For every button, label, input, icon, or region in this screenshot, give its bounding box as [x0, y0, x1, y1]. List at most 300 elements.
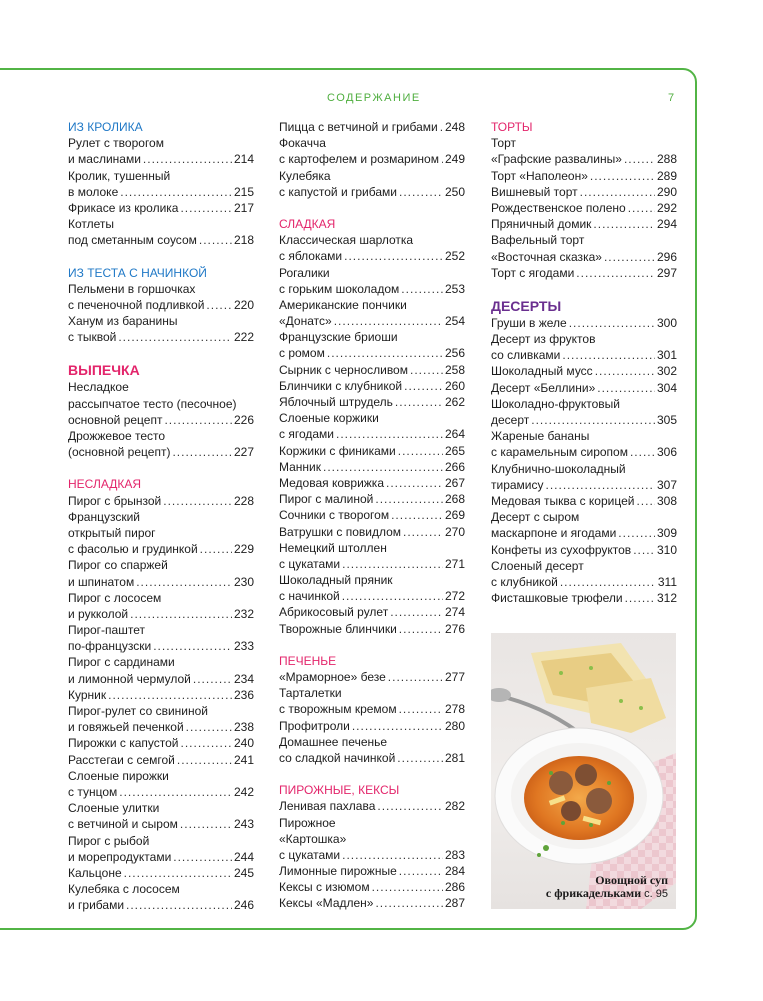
- toc-page-number: 277: [444, 670, 465, 685]
- toc-entry-row: [68, 184, 254, 200]
- toc-page-number: 301: [656, 348, 677, 363]
- toc-entry[interactable]: [68, 800, 254, 832]
- section-spacer: [279, 200, 465, 216]
- toc-entry-row: [68, 897, 254, 913]
- toc-entry-title-line: с клубникой: [491, 574, 558, 589]
- dot-leader: [172, 444, 232, 460]
- toc-entry[interactable]: [68, 590, 254, 622]
- toc-entry[interactable]: [491, 200, 677, 216]
- dot-leader: [618, 525, 655, 541]
- toc-entry-title-line: с горьким шоколадом: [279, 281, 400, 296]
- section-spacer: [68, 345, 254, 361]
- toc-entry[interactable]: [279, 410, 465, 442]
- section-heading: ИЗ КРОЛИКА: [68, 120, 143, 134]
- toc-entry-title-line: Десерт с сыром: [491, 510, 580, 525]
- toc-page-number: 264: [444, 427, 465, 442]
- dot-leader: [180, 816, 232, 832]
- toc-entry-title-line: Пирог с брынзой: [68, 493, 162, 508]
- toc-page-number: 245: [233, 865, 254, 880]
- toc-entry-title-line: Медовая тыква с корицей: [491, 493, 635, 508]
- toc-entry-title-line: Пирог с лососем: [68, 590, 162, 605]
- toc-entry-title-line: «Мраморное» безе: [279, 670, 386, 685]
- toc-entry-title-line: Курник: [68, 687, 107, 702]
- toc-entry[interactable]: [68, 752, 254, 768]
- toc-page-number: 233: [233, 639, 254, 654]
- toc-entry-title-line: Десерт из фруктов: [491, 332, 596, 347]
- dot-leader: [560, 574, 656, 590]
- toc-entry-title-line: Кексы с изюмом: [279, 880, 370, 895]
- toc-page-number: 309: [656, 526, 677, 541]
- toc-entry-row: [491, 380, 677, 396]
- dot-leader: [180, 200, 232, 216]
- dot-leader: [395, 394, 443, 410]
- toc-page-number: 258: [444, 362, 465, 377]
- toc-page-number: 296: [656, 249, 677, 264]
- dot-leader: [119, 784, 232, 800]
- toc-entry-title-line: Пицца с ветчиной и грибами: [279, 120, 438, 134]
- section-heading: НЕСЛАДКАЯ: [68, 477, 142, 492]
- toc-entry[interactable]: [491, 542, 677, 558]
- toc-entry[interactable]: [68, 703, 254, 735]
- toc-entry-title-line: с печеночной подливкой: [68, 297, 205, 312]
- toc-entry-title-line: Торт «Наполеон»: [491, 168, 588, 183]
- dot-leader: [604, 249, 655, 265]
- toc-entry-title-line: Кулебяка: [279, 168, 331, 183]
- toc-entry-row: [68, 849, 254, 865]
- section-heading: ДЕСЕРТЫ: [491, 297, 562, 314]
- toc-entry-row: [279, 895, 465, 911]
- toc-entry[interactable]: [491, 363, 677, 379]
- caption-page-ref: с. 95: [644, 888, 668, 900]
- toc-entry-row: [279, 378, 465, 394]
- toc-entry[interactable]: [279, 895, 465, 911]
- toc-entry-title-line: Сочники с творогом: [279, 508, 390, 523]
- toc-page-number: 310: [656, 542, 677, 557]
- toc-entry[interactable]: [68, 200, 254, 216]
- toc-entry-row: [68, 232, 254, 248]
- dot-leader: [153, 638, 232, 654]
- dot-leader: [342, 556, 443, 572]
- toc-entry-title-line: Пирог со спаржей: [68, 558, 168, 573]
- toc-entry[interactable]: [68, 493, 254, 509]
- toc-entry[interactable]: [279, 491, 465, 507]
- dot-leader: [386, 475, 443, 491]
- dot-leader: [633, 542, 655, 558]
- toc-page-number: 226: [233, 412, 254, 427]
- toc-page-number: 305: [656, 413, 677, 428]
- toc-entry-title-line: «Донатс»: [279, 314, 332, 329]
- toc-entry-row: [491, 363, 677, 379]
- toc-entry[interactable]: [68, 135, 254, 167]
- toc-entry-title-line: Пирог с сардинами: [68, 655, 175, 670]
- toc-entry-title-line: Пряничный домик: [491, 217, 592, 232]
- toc-entry-title-line: Кулебяка с лососем: [68, 882, 180, 897]
- toc-entry-title-line: Расстегаи с семгой: [68, 752, 175, 767]
- toc-entry-row: [68, 541, 254, 557]
- toc-page-number: 280: [444, 718, 465, 733]
- toc-entry[interactable]: [491, 493, 677, 509]
- dot-leader: [625, 590, 655, 606]
- toc-entry[interactable]: [68, 313, 254, 345]
- dot-leader: [595, 363, 655, 379]
- toc-entry-title-line: Ватрушки с повидлом: [279, 524, 402, 539]
- toc-entry-row: [279, 426, 465, 442]
- toc-entry[interactable]: [68, 428, 254, 460]
- toc-entry[interactable]: [279, 135, 465, 167]
- section-heading: ИЗ ТЕСТА С НАЧИНКОЙ: [68, 265, 207, 280]
- toc-entry[interactable]: [68, 865, 254, 881]
- toc-entry-title-line: Ханум из баранины: [68, 314, 178, 329]
- toc-entry[interactable]: [491, 461, 677, 493]
- dot-leader: [404, 378, 443, 394]
- toc-page-number: 283: [444, 847, 465, 862]
- toc-entry-row: [491, 216, 677, 232]
- dot-leader: [206, 297, 232, 313]
- toc-entry[interactable]: [279, 798, 465, 814]
- dot-leader: [124, 865, 232, 881]
- toc-page-number: 242: [233, 784, 254, 799]
- toc-entry[interactable]: [279, 507, 465, 523]
- toc-entry[interactable]: [491, 135, 677, 167]
- toc-entry-title-line: по-французски: [68, 639, 152, 654]
- toc-page-number: 229: [233, 542, 254, 557]
- toc-entry[interactable]: [279, 119, 465, 135]
- dot-leader: [200, 541, 232, 557]
- toc-entry[interactable]: [279, 685, 465, 717]
- toc-entry[interactable]: [491, 509, 677, 541]
- page-title: СОДЕРЖАНИЕ: [327, 92, 421, 104]
- toc-entry-row: [491, 347, 677, 363]
- toc-entry-title-line: и рукколой: [68, 606, 129, 621]
- toc-page-number: 227: [233, 445, 254, 460]
- toc-entry-title-line: Лимонные пирожные: [279, 864, 397, 879]
- toc-entry-title-line: с фасолью и грудинкой: [68, 542, 198, 557]
- toc-page-number: 300: [656, 315, 677, 330]
- toc-entry-title-line: Груши в желе: [491, 315, 567, 330]
- toc-entry-row: [279, 281, 465, 297]
- toc-entry-title-line: Шоколадно-фруктовый: [491, 396, 620, 411]
- toc-entry-row: [68, 752, 254, 768]
- toc-entry-title-line: Слоеный десерт: [491, 558, 584, 573]
- section-spacer: [279, 637, 465, 653]
- toc-entry-title-line: Ленивая пахлава: [279, 799, 376, 814]
- toc-entry-title-line: Кексы «Мадлен»: [279, 896, 374, 911]
- toc-entry-title-line: открытый пирог: [68, 525, 156, 540]
- dot-leader: [163, 493, 232, 509]
- toc-entry[interactable]: [68, 557, 254, 589]
- toc-page-number: 272: [444, 589, 465, 604]
- toc-entry-row: [68, 719, 254, 735]
- toc-entry-row: [279, 475, 465, 491]
- section-spacer: [68, 460, 254, 476]
- toc-entry-title-line: Рулет с творогом: [68, 136, 164, 151]
- toc-entry-row: [491, 590, 677, 606]
- toc-entry-row: [279, 248, 465, 264]
- toc-entry[interactable]: [491, 265, 677, 281]
- dot-leader: [120, 184, 232, 200]
- toc-page-number: 286: [444, 880, 465, 895]
- toc-page-number: 271: [444, 556, 465, 571]
- toc-entry[interactable]: [491, 396, 677, 428]
- section-heading: ТОРТЫ: [491, 120, 533, 134]
- toc-entry-title-line: Конфеты из сухофруктов: [491, 542, 632, 557]
- toc-entry-row: [279, 798, 465, 814]
- section-heading: ВЫПЕЧКА: [68, 362, 140, 379]
- toc-entry[interactable]: [491, 428, 677, 460]
- dot-leader: [143, 151, 232, 167]
- dot-leader: [576, 265, 655, 281]
- toc-entry-row: [68, 200, 254, 216]
- toc-entry[interactable]: [68, 216, 254, 248]
- toc-entry[interactable]: [491, 216, 677, 232]
- toc-entry-row: [491, 184, 677, 200]
- dot-leader: [388, 669, 443, 685]
- toc-page-number: 253: [444, 281, 465, 296]
- toc-entry[interactable]: [68, 281, 254, 313]
- toc-entry-row: [491, 542, 677, 558]
- toc-entry[interactable]: [279, 604, 465, 620]
- toc-page-number: 270: [444, 524, 465, 539]
- toc-page-number: 312: [656, 591, 677, 606]
- dot-leader: [391, 507, 443, 523]
- toc-entry-title-line: Немецкий штоллен: [279, 540, 387, 555]
- toc-page-number: 250: [444, 184, 465, 199]
- dot-leader: [398, 443, 443, 459]
- toc-page-number: 308: [656, 493, 677, 508]
- toc-entry-row: [68, 493, 254, 509]
- toc-entry-row: [491, 200, 677, 216]
- toc-entry[interactable]: [279, 879, 465, 895]
- toc-entry[interactable]: [491, 380, 677, 396]
- toc-entry-title-line: Пельмени в горшочках: [68, 281, 196, 296]
- toc-page-number: 297: [656, 265, 677, 280]
- toc-entry-row: [491, 477, 677, 493]
- toc-entry[interactable]: [279, 443, 465, 459]
- toc-entry[interactable]: [68, 379, 254, 428]
- toc-entry-title-line: Вишневый торт: [491, 184, 578, 199]
- toc-entry-row: [68, 151, 254, 167]
- toc-page-number: 215: [233, 184, 254, 199]
- toc-entry[interactable]: [68, 509, 254, 558]
- dot-leader: [126, 897, 232, 913]
- section-spacer: [68, 249, 254, 265]
- toc-entry[interactable]: [68, 833, 254, 865]
- toc-entry-row: [279, 669, 465, 685]
- toc-page-number: 260: [444, 378, 465, 393]
- toc-page-number: 214: [233, 152, 254, 167]
- dot-leader: [399, 184, 443, 200]
- toc-page-number: 238: [233, 720, 254, 735]
- toc-entry-title-line: с начинкой: [279, 589, 340, 604]
- toc-entry[interactable]: [279, 540, 465, 572]
- toc-entry[interactable]: [68, 735, 254, 751]
- toc-entry-row: [279, 621, 465, 637]
- toc-entry-title-line: Коржики с финиками: [279, 443, 396, 458]
- dot-leader: [352, 718, 443, 734]
- toc-page-number: 265: [444, 443, 465, 458]
- toc-page-number: 232: [233, 606, 254, 621]
- toc-entry-row: [68, 444, 254, 460]
- toc-entry-row: [279, 443, 465, 459]
- section-heading: СЛАДКАЯ: [279, 216, 336, 231]
- toc-entry-title-line: Слоеные коржики: [279, 411, 379, 426]
- toc-entry-row: [279, 604, 465, 620]
- toc-entry[interactable]: [68, 768, 254, 800]
- page-number: 7: [668, 92, 675, 104]
- dot-leader: [399, 863, 443, 879]
- toc-entry[interactable]: [279, 475, 465, 491]
- toc-entry-row: [68, 638, 254, 654]
- toc-entry-row: [279, 588, 465, 604]
- toc-entry[interactable]: [68, 687, 254, 703]
- dot-leader: [336, 426, 443, 442]
- dot-leader: [108, 687, 232, 703]
- toc-entry[interactable]: [491, 232, 677, 264]
- toc-page-number: 230: [233, 574, 254, 589]
- dot-leader: [180, 735, 231, 751]
- toc-page-number: 218: [233, 233, 254, 248]
- toc-entry-row: [279, 556, 465, 572]
- toc-entry-title-line: Тарталетки: [279, 686, 342, 701]
- toc-entry-title-line: в молоке: [68, 184, 119, 199]
- dot-leader: [630, 444, 655, 460]
- toc-entry-row: [68, 816, 254, 832]
- toc-entry-title-line: с ягодами: [279, 427, 334, 442]
- toc-entry[interactable]: [68, 622, 254, 654]
- dot-leader: [399, 701, 443, 717]
- toc-entry[interactable]: [279, 524, 465, 540]
- section-heading: ПЕЧЕНЬЕ: [279, 653, 337, 668]
- toc-entry[interactable]: [279, 378, 465, 394]
- toc-entry[interactable]: [279, 669, 465, 685]
- dot-leader: [177, 752, 232, 768]
- toc-entry[interactable]: [491, 315, 677, 331]
- toc-entry-title-line: Пирог с рыбой: [68, 833, 150, 848]
- toc-entry[interactable]: [279, 863, 465, 879]
- toc-entry[interactable]: [279, 718, 465, 734]
- toc-entry-title-line: Несладкое: [68, 380, 129, 395]
- toc-page-number: 304: [656, 380, 677, 395]
- toc-entry-row: [68, 671, 254, 687]
- toc-entry[interactable]: [68, 881, 254, 913]
- dot-leader: [569, 315, 655, 331]
- toc-entry[interactable]: [279, 329, 465, 361]
- dot-leader: [580, 184, 655, 200]
- toc-entry[interactable]: [491, 590, 677, 606]
- toc-entry-row: [279, 313, 465, 329]
- toc-entry[interactable]: [279, 734, 465, 766]
- toc-entry-title-line: «Графские развалины»: [491, 152, 622, 167]
- toc-entry-title-line: основной рецепт: [68, 412, 163, 427]
- toc-entry[interactable]: [279, 297, 465, 329]
- toc-entry-title-line: Фисташковые трюфели: [491, 591, 623, 606]
- toc-entry-row: [279, 750, 465, 766]
- toc-entry[interactable]: [279, 815, 465, 864]
- toc-entry[interactable]: [279, 459, 465, 475]
- toc-entry-row: [279, 718, 465, 734]
- toc-page-number: 302: [656, 364, 677, 379]
- toc-entry-title-line: Манник: [279, 459, 322, 474]
- toc-entry[interactable]: [491, 168, 677, 184]
- toc-entry-title-line: Слоеные пирожки: [68, 768, 169, 783]
- toc-entry-row: [491, 525, 677, 541]
- soup-illustration: [491, 633, 676, 909]
- toc-entry-title-line: с тунцом: [68, 784, 118, 799]
- dot-leader: [118, 329, 232, 345]
- toc-entry-title-line: и маслинами: [68, 152, 141, 167]
- toc-entry[interactable]: [279, 168, 465, 200]
- toc-page-number: 268: [444, 492, 465, 507]
- dot-leader: [342, 588, 443, 604]
- toc-entry[interactable]: [68, 654, 254, 686]
- toc-entry-title-line: Шоколадный пряник: [279, 573, 393, 588]
- toc-entry-row: [279, 151, 465, 167]
- toc-entry[interactable]: [279, 232, 465, 264]
- dot-leader: [590, 168, 655, 184]
- toc-entry-title-line: «Картошка»: [279, 831, 347, 846]
- toc-entry-row: [491, 444, 677, 460]
- toc-entry[interactable]: [279, 621, 465, 637]
- dot-leader: [199, 232, 232, 248]
- toc-entry-title-line: и говяжьей печенкой: [68, 720, 184, 735]
- toc-entry-title-line: Рождественское полено: [491, 200, 626, 215]
- dot-leader: [130, 606, 232, 622]
- toc-entry[interactable]: [68, 168, 254, 200]
- toc-page-number: 269: [444, 508, 465, 523]
- toc-entry-row: [68, 735, 254, 751]
- dot-leader: [546, 477, 655, 493]
- dot-leader: [440, 119, 443, 135]
- dot-leader: [636, 493, 655, 509]
- soup-photo: [491, 633, 676, 909]
- toc-page-number: 236: [233, 687, 254, 702]
- toc-entry-title-line: рассыпчатое тесто (песочное): [68, 396, 237, 411]
- toc-entry-title-line: и лимонной чермулой: [68, 671, 191, 686]
- dot-leader: [624, 151, 655, 167]
- toc-entry[interactable]: [491, 558, 677, 590]
- section-spacer: [491, 281, 677, 297]
- toc-page-number: 281: [444, 750, 465, 765]
- toc-entry-title-line: маскарпоне и ягодами: [491, 526, 617, 541]
- toc-entry-title-line: Абрикосовый рулет: [279, 605, 389, 620]
- toc-entry[interactable]: [279, 572, 465, 604]
- toc-entry-title-line: Пирог-паштет: [68, 623, 145, 638]
- toc-page-number: 274: [444, 605, 465, 620]
- toc-page-number: 220: [233, 297, 254, 312]
- toc-entry-title-line: Профитроли: [279, 718, 350, 733]
- toc-entry-title-line: и морепродуктами: [68, 849, 172, 864]
- toc-entry-title-line: с ветчиной и сыром: [68, 817, 178, 832]
- toc-page-number: 248: [444, 120, 465, 134]
- dot-leader: [397, 750, 443, 766]
- dot-leader: [164, 412, 232, 428]
- toc-entry-title-line: Французские бриоши: [279, 330, 398, 345]
- toc-entry[interactable]: [279, 265, 465, 297]
- toc-entry-title-line: под сметанным соусом: [68, 233, 197, 248]
- toc-entry-row: [279, 362, 465, 378]
- toc-entry-title-line: Американские пончики: [279, 297, 407, 312]
- toc-entry[interactable]: [491, 184, 677, 200]
- toc-entry[interactable]: [491, 331, 677, 363]
- dot-leader: [410, 362, 443, 378]
- toc-page-number: 311: [657, 574, 677, 589]
- toc-entry[interactable]: [279, 394, 465, 410]
- toc-entry-title-line: Торт с ягодами: [491, 265, 575, 280]
- caption-title-line-2: с фрикадельками: [545, 886, 642, 900]
- toc-entry[interactable]: [279, 362, 465, 378]
- toc-entry-row: [279, 701, 465, 717]
- dot-leader: [531, 412, 655, 428]
